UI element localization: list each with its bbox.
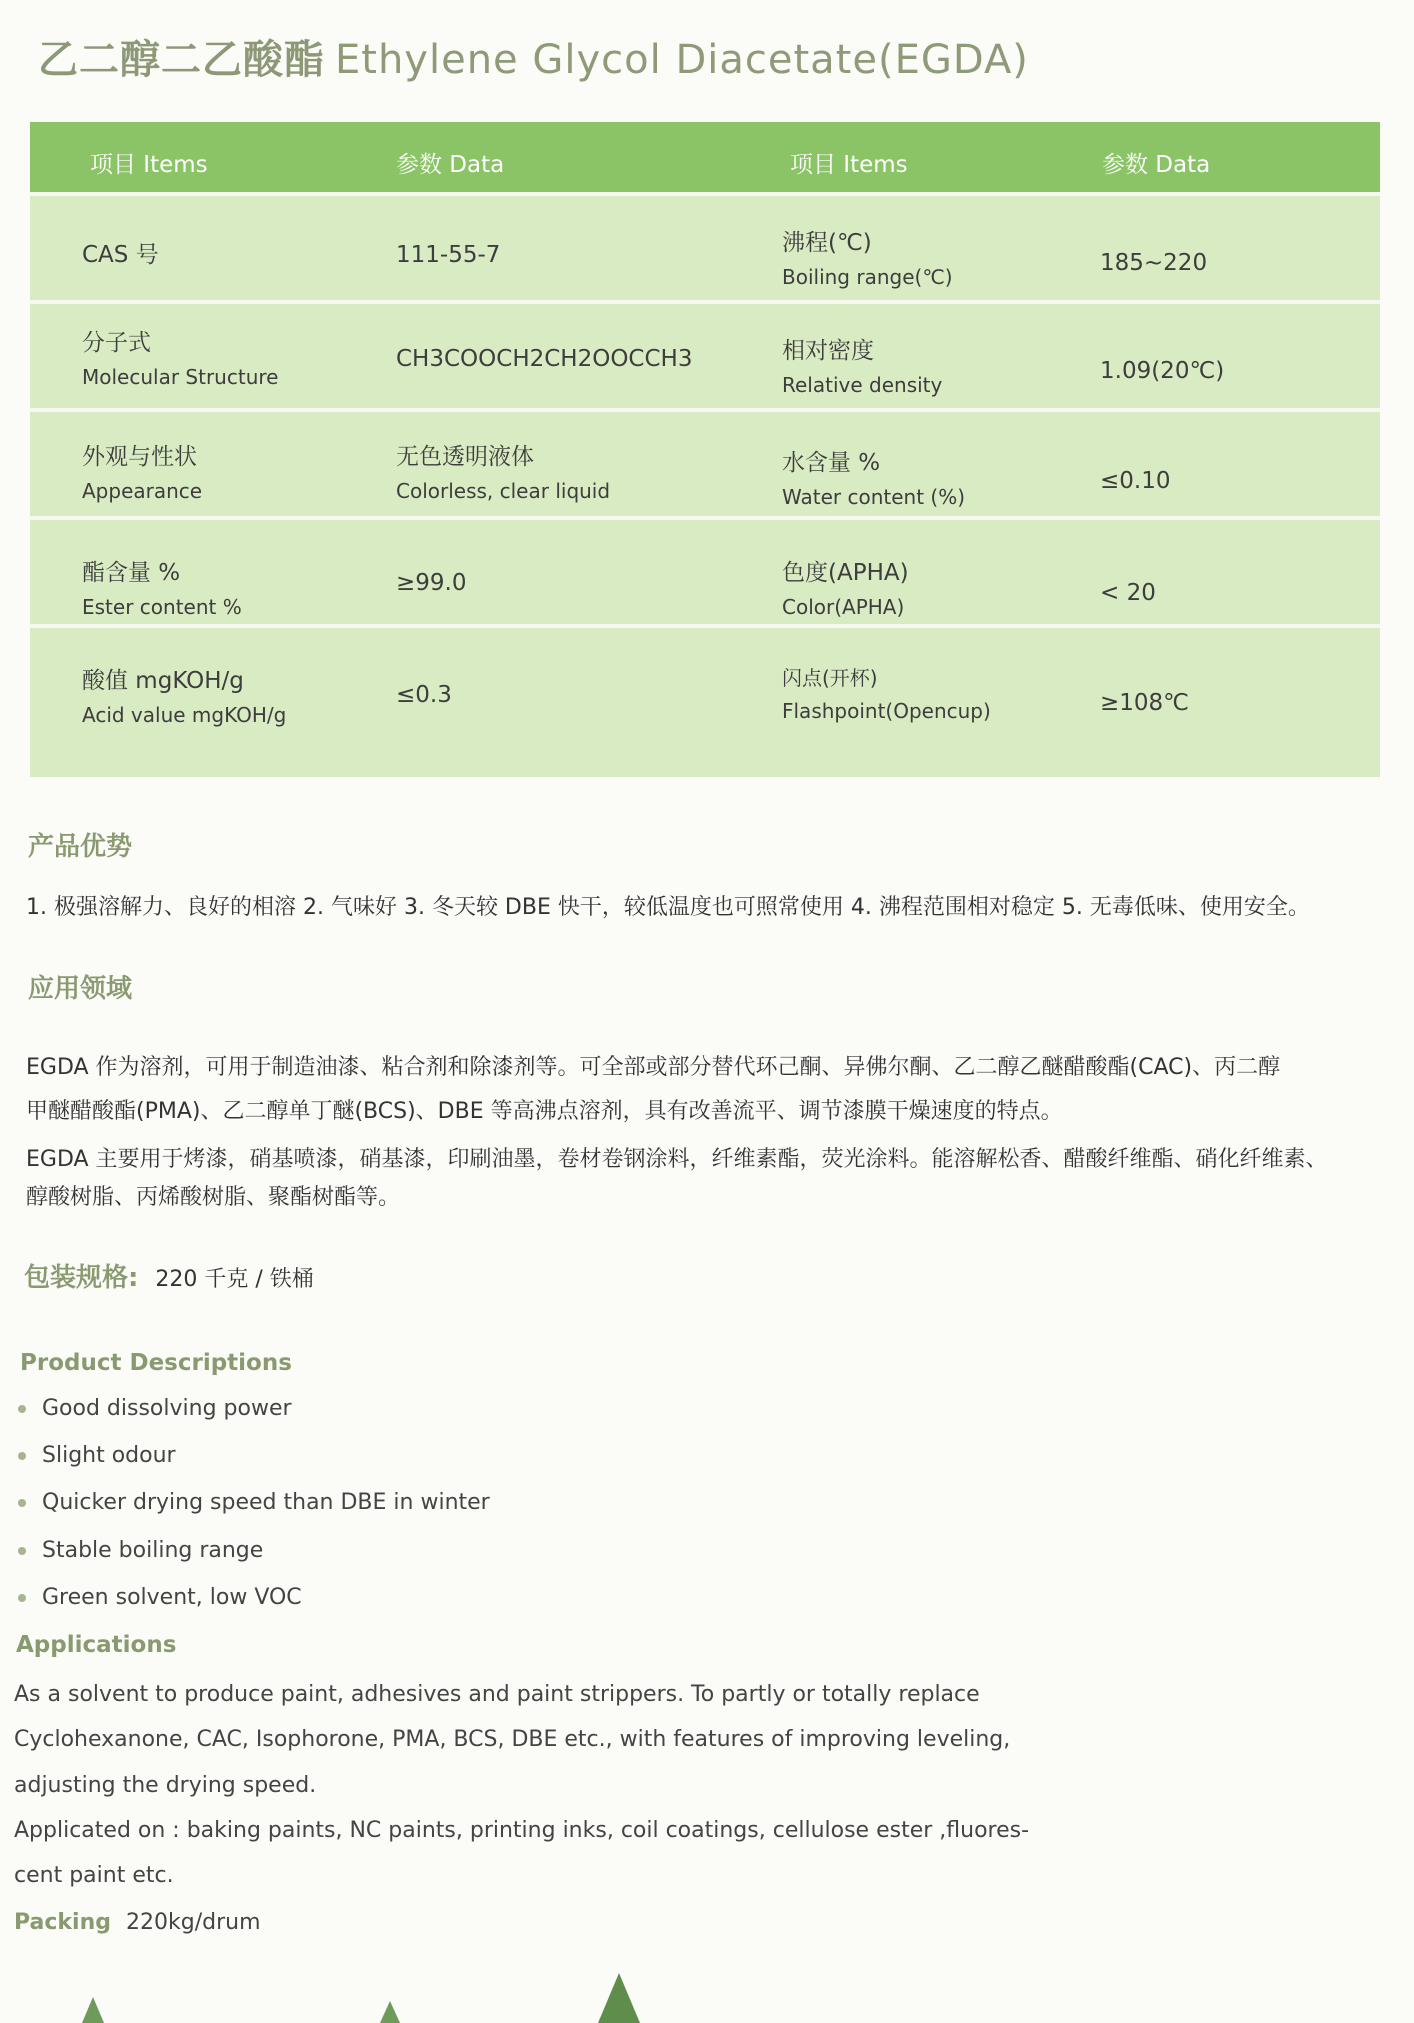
item-value: ≥99.0 <box>396 570 467 596</box>
bullet-icon <box>18 1594 26 1602</box>
applications-en-line: cent paint etc. <box>14 1863 174 1888</box>
table-row <box>30 192 1380 300</box>
advantages-heading: 产品优势 <box>28 832 133 862</box>
tree-icon <box>378 1997 402 2023</box>
title-en: Ethylene Glycol Diacetate(EGDA) <box>335 37 1029 83</box>
table-row <box>30 408 1380 516</box>
packing-zh-value: 220 千克 / 铁桶 <box>155 1267 314 1292</box>
item-name: 水含量 % Water content (%) <box>782 450 966 509</box>
packing-zh <box>24 1258 314 1300</box>
page-title <box>38 28 1029 85</box>
header-data-2: 参数 Data <box>1102 152 1211 178</box>
bullet-icon <box>18 1452 26 1460</box>
item-value: 1.09(20℃) <box>1100 358 1225 384</box>
packing-en-label: Packing <box>14 1910 112 1935</box>
item-value: ≤0.3 <box>396 682 452 708</box>
list-item: Good dissolving power <box>18 1396 292 1421</box>
advantages-text: 1. 极强溶解力、良好的相溶 2. 气味好 3. 冬天较 DBE 快干，较低温度也可照常使用 4. 沸程范围相对稳定 5. 无毒低味、使用安全。 <box>26 895 1310 920</box>
item-name: 相对密度 Relative density <box>782 338 943 397</box>
applications-zh-line: EGDA 作为溶剂，可用于制造油漆、粘合剂和除漆剂等。可全部或部分替代环己酮、异佛尔酮、乙二醇乙醚醋酸酯(CAC)、丙二醇 <box>26 1055 1281 1080</box>
item-name: CAS 号 <box>82 242 159 268</box>
table-row <box>30 516 1380 624</box>
applications-en-line: Cyclohexanone, CAC, Isophorone, PMA, BCS, DBE etc., with features of improving leveling, <box>14 1727 1011 1752</box>
item-name: 酯含量 % Ester content % <box>82 560 242 619</box>
packing-en <box>14 1900 261 1945</box>
applications-en-line: As a solvent to produce paint, adhesives and paint strippers. To partly or totally replace <box>14 1682 980 1707</box>
header-items-2: 项目 Items <box>790 152 908 178</box>
tree-icon <box>596 1971 642 2023</box>
item-value: ≤0.10 <box>1100 468 1171 494</box>
header-items-1: 项目 Items <box>90 152 208 178</box>
spec-table <box>30 122 1380 777</box>
title-zh: 乙二醇二乙酸酯 <box>38 37 325 83</box>
item-value: 185~220 <box>1100 250 1208 276</box>
item-value: < 20 <box>1100 580 1156 606</box>
table-row <box>30 624 1380 781</box>
applications-zh-line: 甲醚醋酸酯(PMA)、乙二醇单丁醚(BCS)、DBE 等高沸点溶剂，具有改善流平、调节漆膜干燥速度的特点。 <box>26 1099 1063 1124</box>
tree-icon <box>78 1993 108 2023</box>
applications-en-line: Applicated on : baking paints, NC paints, printing inks, coil coatings, cellulose ester ,fluores- <box>14 1818 1030 1843</box>
item-name: 色度(APHA) Color(APHA) <box>782 560 909 619</box>
applications-zh-line: 醇酸树脂、丙烯酸树脂、聚酯树酯等。 <box>26 1185 401 1210</box>
item-name: 酸值 mgKOH/g Acid value mgKOH/g <box>82 668 287 727</box>
list-item: Slight odour <box>18 1443 176 1468</box>
item-name: 外观与性状 Appearance <box>82 444 203 503</box>
item-value: ≥108℃ <box>1100 690 1190 716</box>
bullet-icon <box>18 1499 26 1507</box>
item-value: 无色透明液体 Colorless, clear liquid <box>396 444 611 503</box>
list-item: Green solvent, low VOC <box>18 1585 302 1610</box>
item-name: 闪点(开杯) Flashpoint(Opencup) <box>782 666 991 723</box>
item-value: 111-55-7 <box>396 242 501 268</box>
bullet-icon <box>18 1547 26 1555</box>
item-name: 沸程(℃) Boiling range(℃) <box>782 230 953 289</box>
header-data-1: 参数 Data <box>396 152 505 178</box>
packing-zh-label: 包装规格: <box>24 1263 139 1293</box>
bullet-icon <box>18 1405 26 1413</box>
spec-table-header <box>30 122 1380 192</box>
list-item: Quicker drying speed than DBE in winter <box>18 1490 490 1515</box>
applications-zh-heading: 应用领域 <box>28 974 133 1004</box>
applications-en-heading: Applications <box>16 1632 177 1658</box>
item-name: 分子式 Molecular Structure <box>82 330 279 389</box>
product-descriptions-heading: Product Descriptions <box>20 1350 292 1376</box>
table-row <box>30 300 1380 408</box>
list-item: Stable boiling range <box>18 1538 263 1563</box>
applications-zh-line: EGDA 主要用于烤漆，硝基喷漆，硝基漆，印刷油墨，卷材卷钢涂料，纤维素酯，荧光涂料。能溶解松香、醋酸纤维酯、硝化纤维素、 <box>26 1147 1328 1172</box>
item-value: CH3COOCH2CH2OOCCH3 <box>396 346 693 372</box>
packing-en-value: 220kg/drum <box>126 1910 261 1935</box>
applications-en-line: adjusting the drying speed. <box>14 1773 317 1798</box>
